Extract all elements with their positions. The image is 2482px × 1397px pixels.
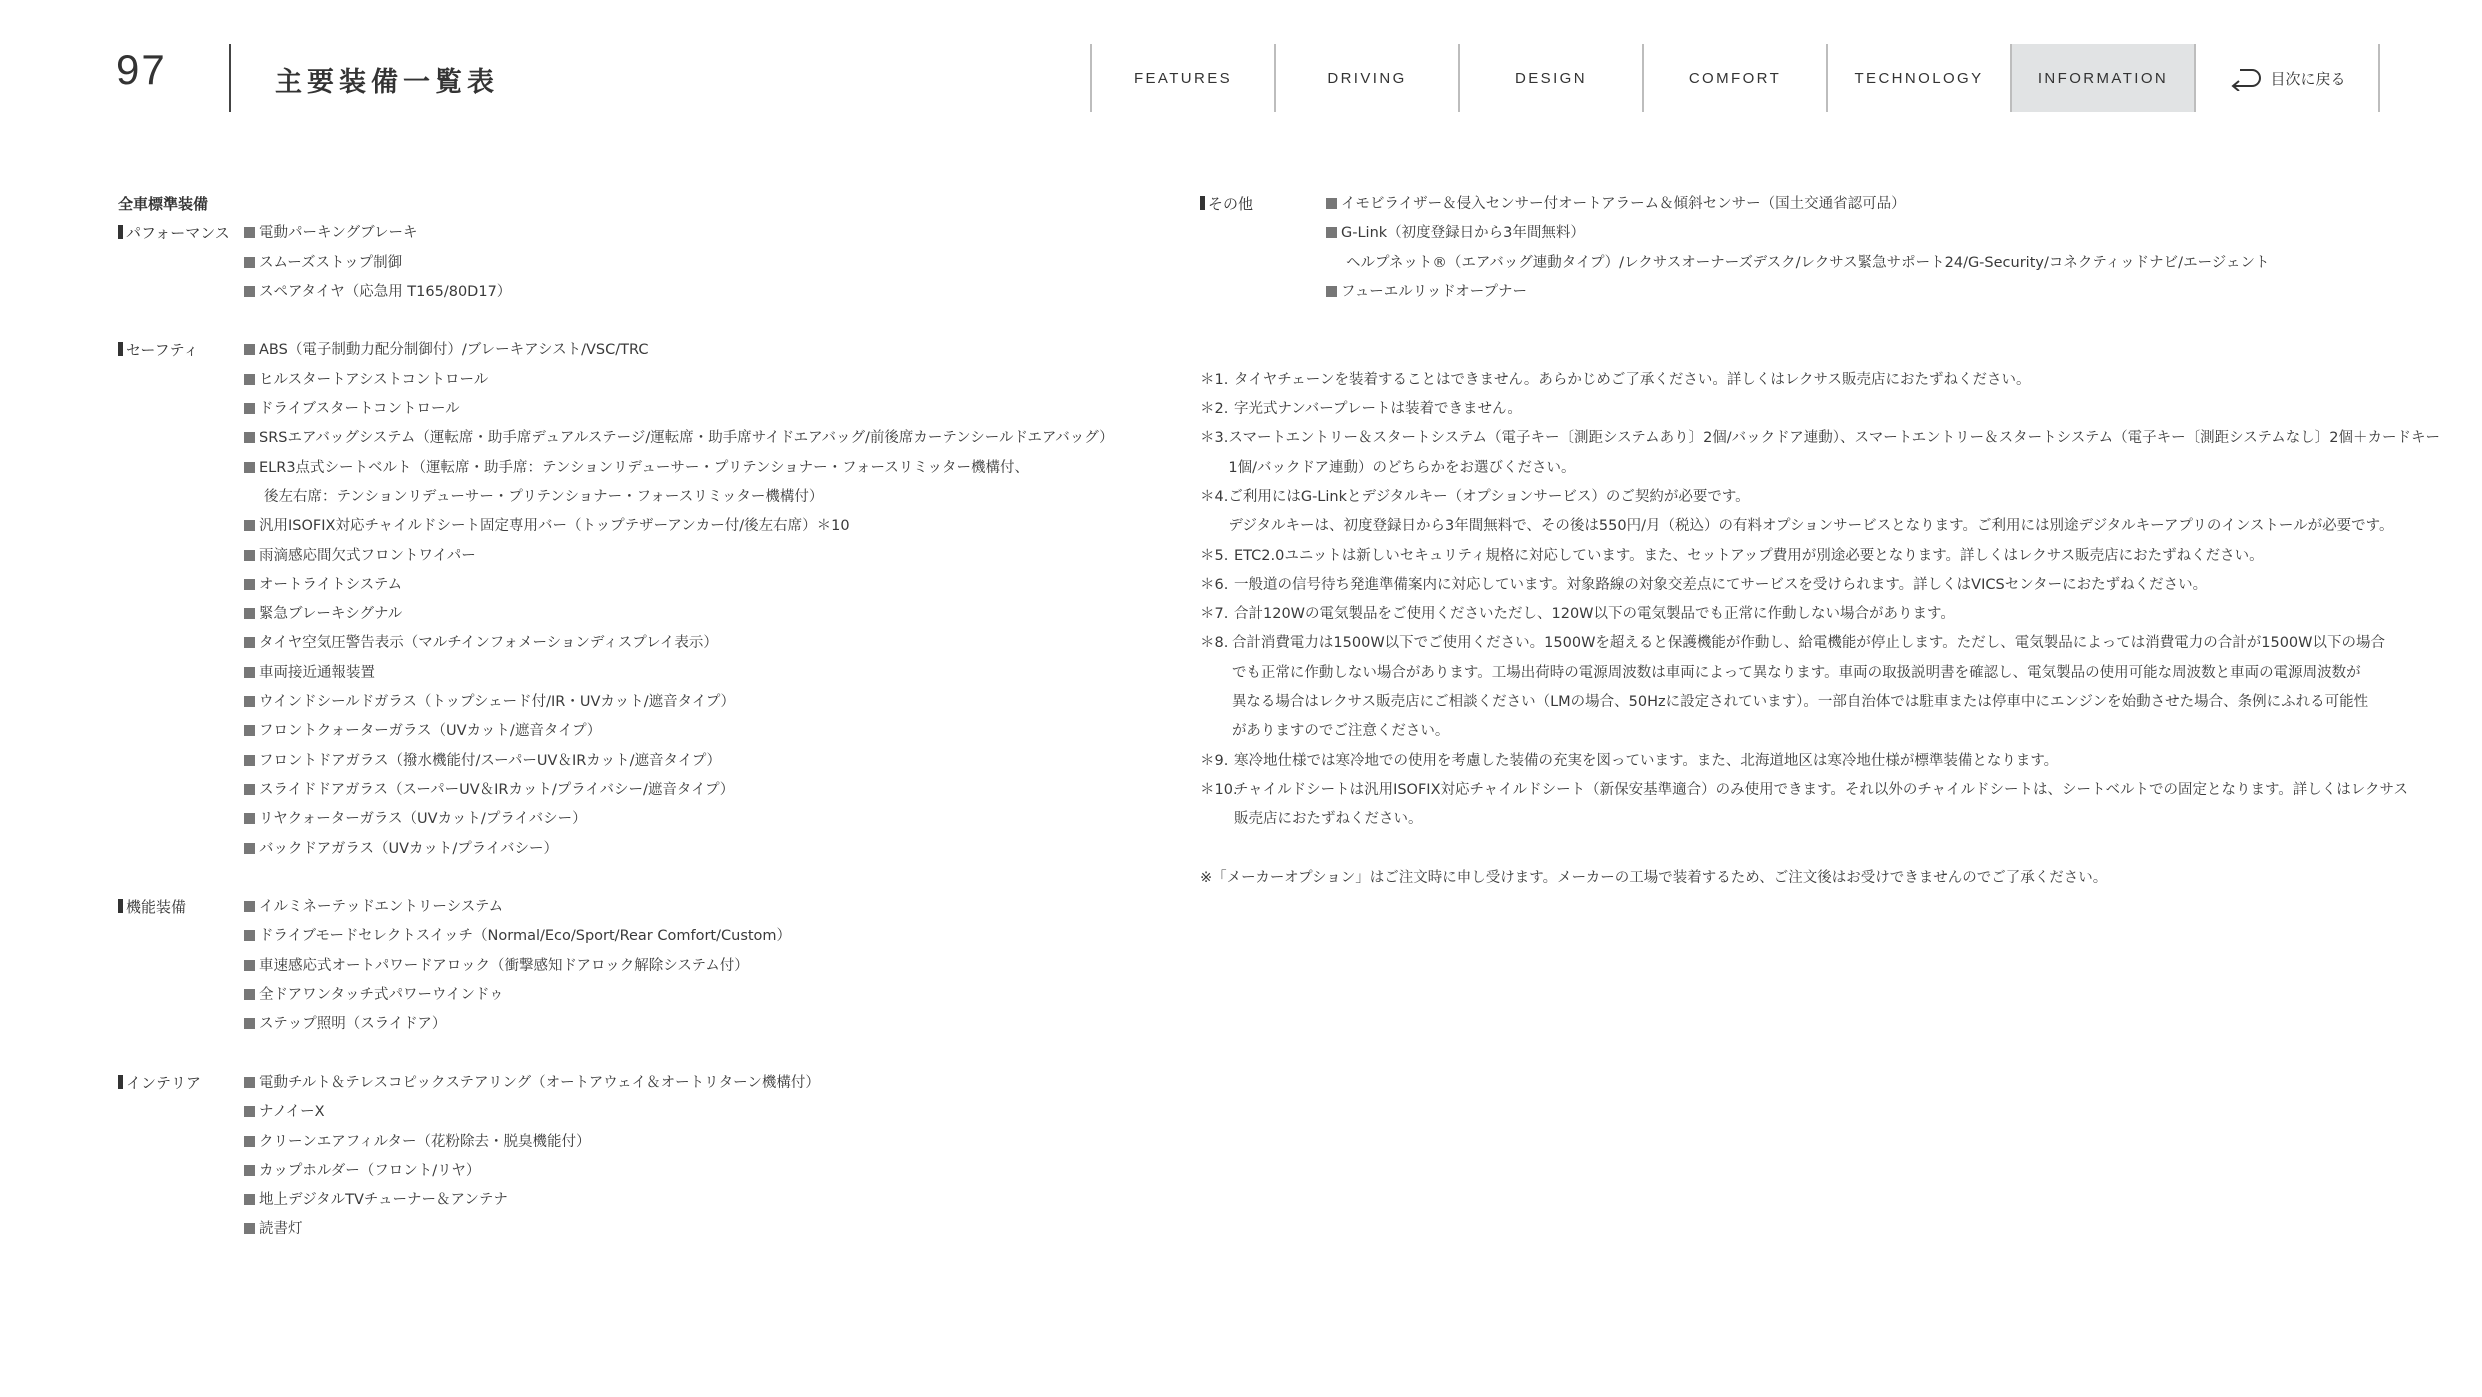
footnote-text: 合計消費電力は1500W以下でご使用ください。1500Wを超えると保護機能が作動し、給電機能が停止します。ただし、電気製品によっては消費電力の合計が1500W以下の場合: [1231, 635, 2385, 652]
list-item: ステップ照明（スライドア）: [244, 1010, 1118, 1039]
section-label: セーフティ: [118, 336, 244, 365]
footnote-number: ＊2.: [1200, 401, 1229, 418]
footnote-text: デジタルキーは、初度登録日から3年間無料で、その後は550円/月（税込）の有料オプションサービスとなります。ご利用には別途デジタルキーアプリのインストールが必要です。: [1228, 518, 2394, 535]
footnote-text: 字光式ナンバープレートは装着できません。: [1234, 401, 1522, 418]
section-label: その他: [1200, 190, 1326, 307]
list-item: ドライブスタートコントロール: [244, 395, 1118, 424]
footnote-text: がありますのでご注意ください。: [1231, 723, 1450, 740]
list-item: 電動チルト＆テレスコピックステアリング（オートアウェイ＆オートリターン機構付）: [244, 1069, 1118, 1098]
list-item: 地上デジタルTVチューナー＆アンテナ: [244, 1186, 1118, 1215]
list-item: 電動パーキングブレーキ: [244, 219, 1118, 248]
list-item: SRSエアバッグシステム（運転席・助手席デュアルステージ/運転席・助手席サイドエアバッグ/前後席カーテンシールドエアバッグ）: [244, 424, 1118, 453]
footnote-number: ＊10.: [1200, 781, 1238, 798]
list-item: 車速感応式オートパワードアロック（衝撃感知ドアロック解除システム付）: [244, 952, 1118, 981]
back-to-contents-label: 目次に戻る: [2270, 69, 2346, 88]
tab-information[interactable]: INFORMATION: [2010, 44, 2194, 112]
list-item: ヒルスタートアシストコントロール: [244, 366, 1118, 395]
list-item: クリーンエアフィルター（花粉除去・脱臭機能付）: [244, 1128, 1118, 1157]
list-item: オートライトシステム: [244, 571, 1118, 600]
footnote-text: ETC2.0ユニットは新しいセキュリティ規格に対応しています。また、セットアップ費用が別途必要となります。詳しくはレクサス販売店におたずねください。: [1234, 547, 2264, 564]
footnote-text: タイヤチェーンを装着することはできません。あらかじめご了承ください。詳しくはレクサス販売店におたずねください。: [1234, 371, 2031, 388]
footnote-text: 一般道の信号待ち発進準備案内に対応しています。対象路線の対象交差点にてサービスを受けられます。詳しくはVICSセンターにおたずねください。: [1234, 576, 2208, 593]
list-item: 雨滴感応間欠式フロントワイパー: [244, 542, 1118, 571]
maker-option-note: ※「メーカーオプション」はご注文時に申し受けます。メーカーの工場で装着するため、ご注文後はお受けできませんのでご了承ください。: [1200, 869, 2108, 886]
section-label: 機能装備: [118, 893, 244, 922]
list-item: イルミネーテッドエントリーシステム: [244, 893, 1118, 922]
list-item: 汎用ISOFIX対応チャイルドシート固定専用バー（トップテザーアンカー付/後左右席）＊10: [244, 512, 1118, 541]
list-item: 車両接近通報装置: [244, 659, 1118, 688]
footnote-number: ＊3.: [1200, 430, 1229, 447]
footnote-number: ＊4.: [1200, 488, 1229, 505]
section-performance: [118, 219, 1118, 307]
section-other: [1200, 190, 2385, 307]
list-item: 読書灯: [244, 1215, 1118, 1244]
footnote: [1200, 629, 2385, 746]
tab-features[interactable]: FEATURES: [1090, 44, 1274, 112]
list-item: ナノイーX: [244, 1098, 1118, 1127]
footnote: [1200, 424, 2440, 483]
footnote: [1200, 600, 2385, 629]
list-item: 緊急ブレーキシグナル: [244, 600, 1118, 629]
list-item: ドライブモードセレクトスイッチ（Normal/Eco/Sport/Rear Comfort/Custom）: [244, 922, 1118, 951]
list-item: リヤクォーターガラス（UVカット/プライバシー）: [244, 805, 1118, 834]
footnote: [1200, 483, 2394, 542]
list-item: スペアタイヤ（応急用 T165/80D17）: [244, 278, 1118, 307]
top-navigation: [1090, 44, 2380, 112]
list-item: カップホルダー（フロント/リヤ）: [244, 1157, 1118, 1186]
page-number: 97: [116, 46, 167, 93]
footnote-text: ご利用にはG-Linkとデジタルキー（オプションサービス）のご契約が必要です。: [1228, 488, 1750, 505]
list-item: ABS（電子制動力配分制御付）/ブレーキアシスト/VSC/TRC: [244, 336, 1118, 365]
return-arrow-icon: [2228, 65, 2262, 91]
list-item: フロントドアガラス（撥水機能付/スーパーUV＆IRカット/遮音タイプ）: [244, 747, 1118, 776]
footnote-text: 合計120Wの電気製品をご使用くださいただし、120W以下の電気製品でも正常に作動しない場合があります。: [1234, 606, 1955, 623]
list-item: ELR3点式シートベルト（運転席・助手席：テンションリデューサー・プリテンショナー・フォースリミッター機構付、: [244, 454, 1118, 483]
list-item: イモビライザー＆侵入センサー付オートアラーム＆傾斜センサー（国土交通省認可品）: [1326, 190, 2385, 219]
tab-comfort[interactable]: COMFORT: [1642, 44, 1826, 112]
standard-equipment: [118, 190, 1118, 1245]
list-item: タイヤ空気圧警告表示（マルチインフォメーションディスプレイ表示）: [244, 629, 1118, 658]
page-header: [0, 0, 2482, 120]
footnote: [1200, 776, 2408, 835]
list-item: フロントクォーターガラス（UVカット/遮音タイプ）: [244, 717, 1118, 746]
standard-equipment-title: 全車標準装備: [118, 195, 209, 213]
list-item-continuation: 後左右席：テンションリデューサー・プリテンショナー・フォースリミッター機構付）: [264, 488, 824, 505]
tab-design[interactable]: DESIGN: [1458, 44, 1642, 112]
list-item: ウインドシールドガラス（トップシェード付/IR・UVカット/遮音タイプ）: [244, 688, 1118, 717]
footnote-number: ＊9.: [1200, 752, 1229, 769]
footnote: [1200, 366, 2385, 395]
list-item: スライドドアガラス（スーパーUV＆IRカット/プライバシー/遮音タイプ）: [244, 776, 1118, 805]
footnote-text: 1個/バックドア連動）のどちらかをお選びください。: [1228, 459, 1576, 476]
tab-driving[interactable]: DRIVING: [1274, 44, 1458, 112]
list-item: G-Link（初度登録日から3年間無料）: [1326, 219, 2385, 248]
footnote: [1200, 395, 2385, 424]
other-and-notes: [1200, 190, 2440, 893]
footnote-text: 販売店におたずねください。: [1234, 811, 1423, 828]
section-label: パフォーマンス: [118, 219, 244, 248]
section-label: インテリア: [118, 1069, 244, 1098]
footnotes: [1200, 366, 2440, 835]
list-item: フューエルリッドオープナー: [1326, 278, 2385, 307]
footnote-number: ＊6.: [1200, 576, 1229, 593]
footnote-text: でも正常に作動しない場合があります。工場出荷時の電源周波数は車両によって異なります。車両の取扱説明書を確認し、電気製品の使用可能な周波数と車両の電源周波数が: [1231, 664, 2361, 681]
footnote-text: スマートエントリー＆スタートシステム（電子キー〔測距システムあり〕2個/バックドア連動）、スマートエントリー＆スタートシステム（電子キー〔測距システムなし〕2個＋カードキー: [1228, 430, 2440, 447]
list-item: バックドアガラス（UVカット/プライバシー）: [244, 835, 1118, 864]
footnote-text: 寒冷地仕様では寒冷地での使用を考慮した装備の充実を図っています。また、北海道地区は寒冷地仕様が標準装備となります。: [1234, 752, 2059, 769]
section-interior: [118, 1069, 1118, 1245]
footnote: [1200, 747, 2385, 776]
page-title: 主要装備一覧表: [275, 67, 499, 98]
footnote-number: ＊7.: [1200, 606, 1229, 623]
list-item-continuation: ヘルプネット®（エアバッグ連動タイプ）/レクサスオーナーズデスク/レクサス緊急サポート24/G-Security/コネクティッドナビ/エージェント: [1346, 254, 2270, 271]
section-functional-equipment: [118, 893, 1118, 1039]
footnote: [1200, 542, 2385, 571]
footnote-number: ＊5.: [1200, 547, 1229, 564]
footnote: [1200, 571, 2385, 600]
back-to-contents-button[interactable]: [2194, 44, 2380, 112]
tab-technology[interactable]: TECHNOLOGY: [1826, 44, 2010, 112]
section-safety: [118, 336, 1118, 863]
header-divider: [229, 44, 231, 112]
list-item: スムーズストップ制御: [244, 249, 1118, 278]
list-item: 全ドアワンタッチ式パワーウインドゥ: [244, 981, 1118, 1010]
footnote-number: ＊1.: [1200, 371, 1229, 388]
footnote-text: チャイルドシートは汎用ISOFIX対応チャイルドシート（新保安基準適合）のみ使用できます。それ以外のチャイルドシートは、シートベルトでの固定となります。詳しくはレクサス: [1234, 781, 2408, 798]
footnote-number: ＊8.: [1200, 635, 1229, 652]
footnote-text: 異なる場合はレクサス販売店にご相談ください（LMの場合、50Hzに設定されています）。一部自治体では駐車または停車中にエンジンを始動させた場合、条例にふれる可能性: [1231, 694, 2369, 711]
